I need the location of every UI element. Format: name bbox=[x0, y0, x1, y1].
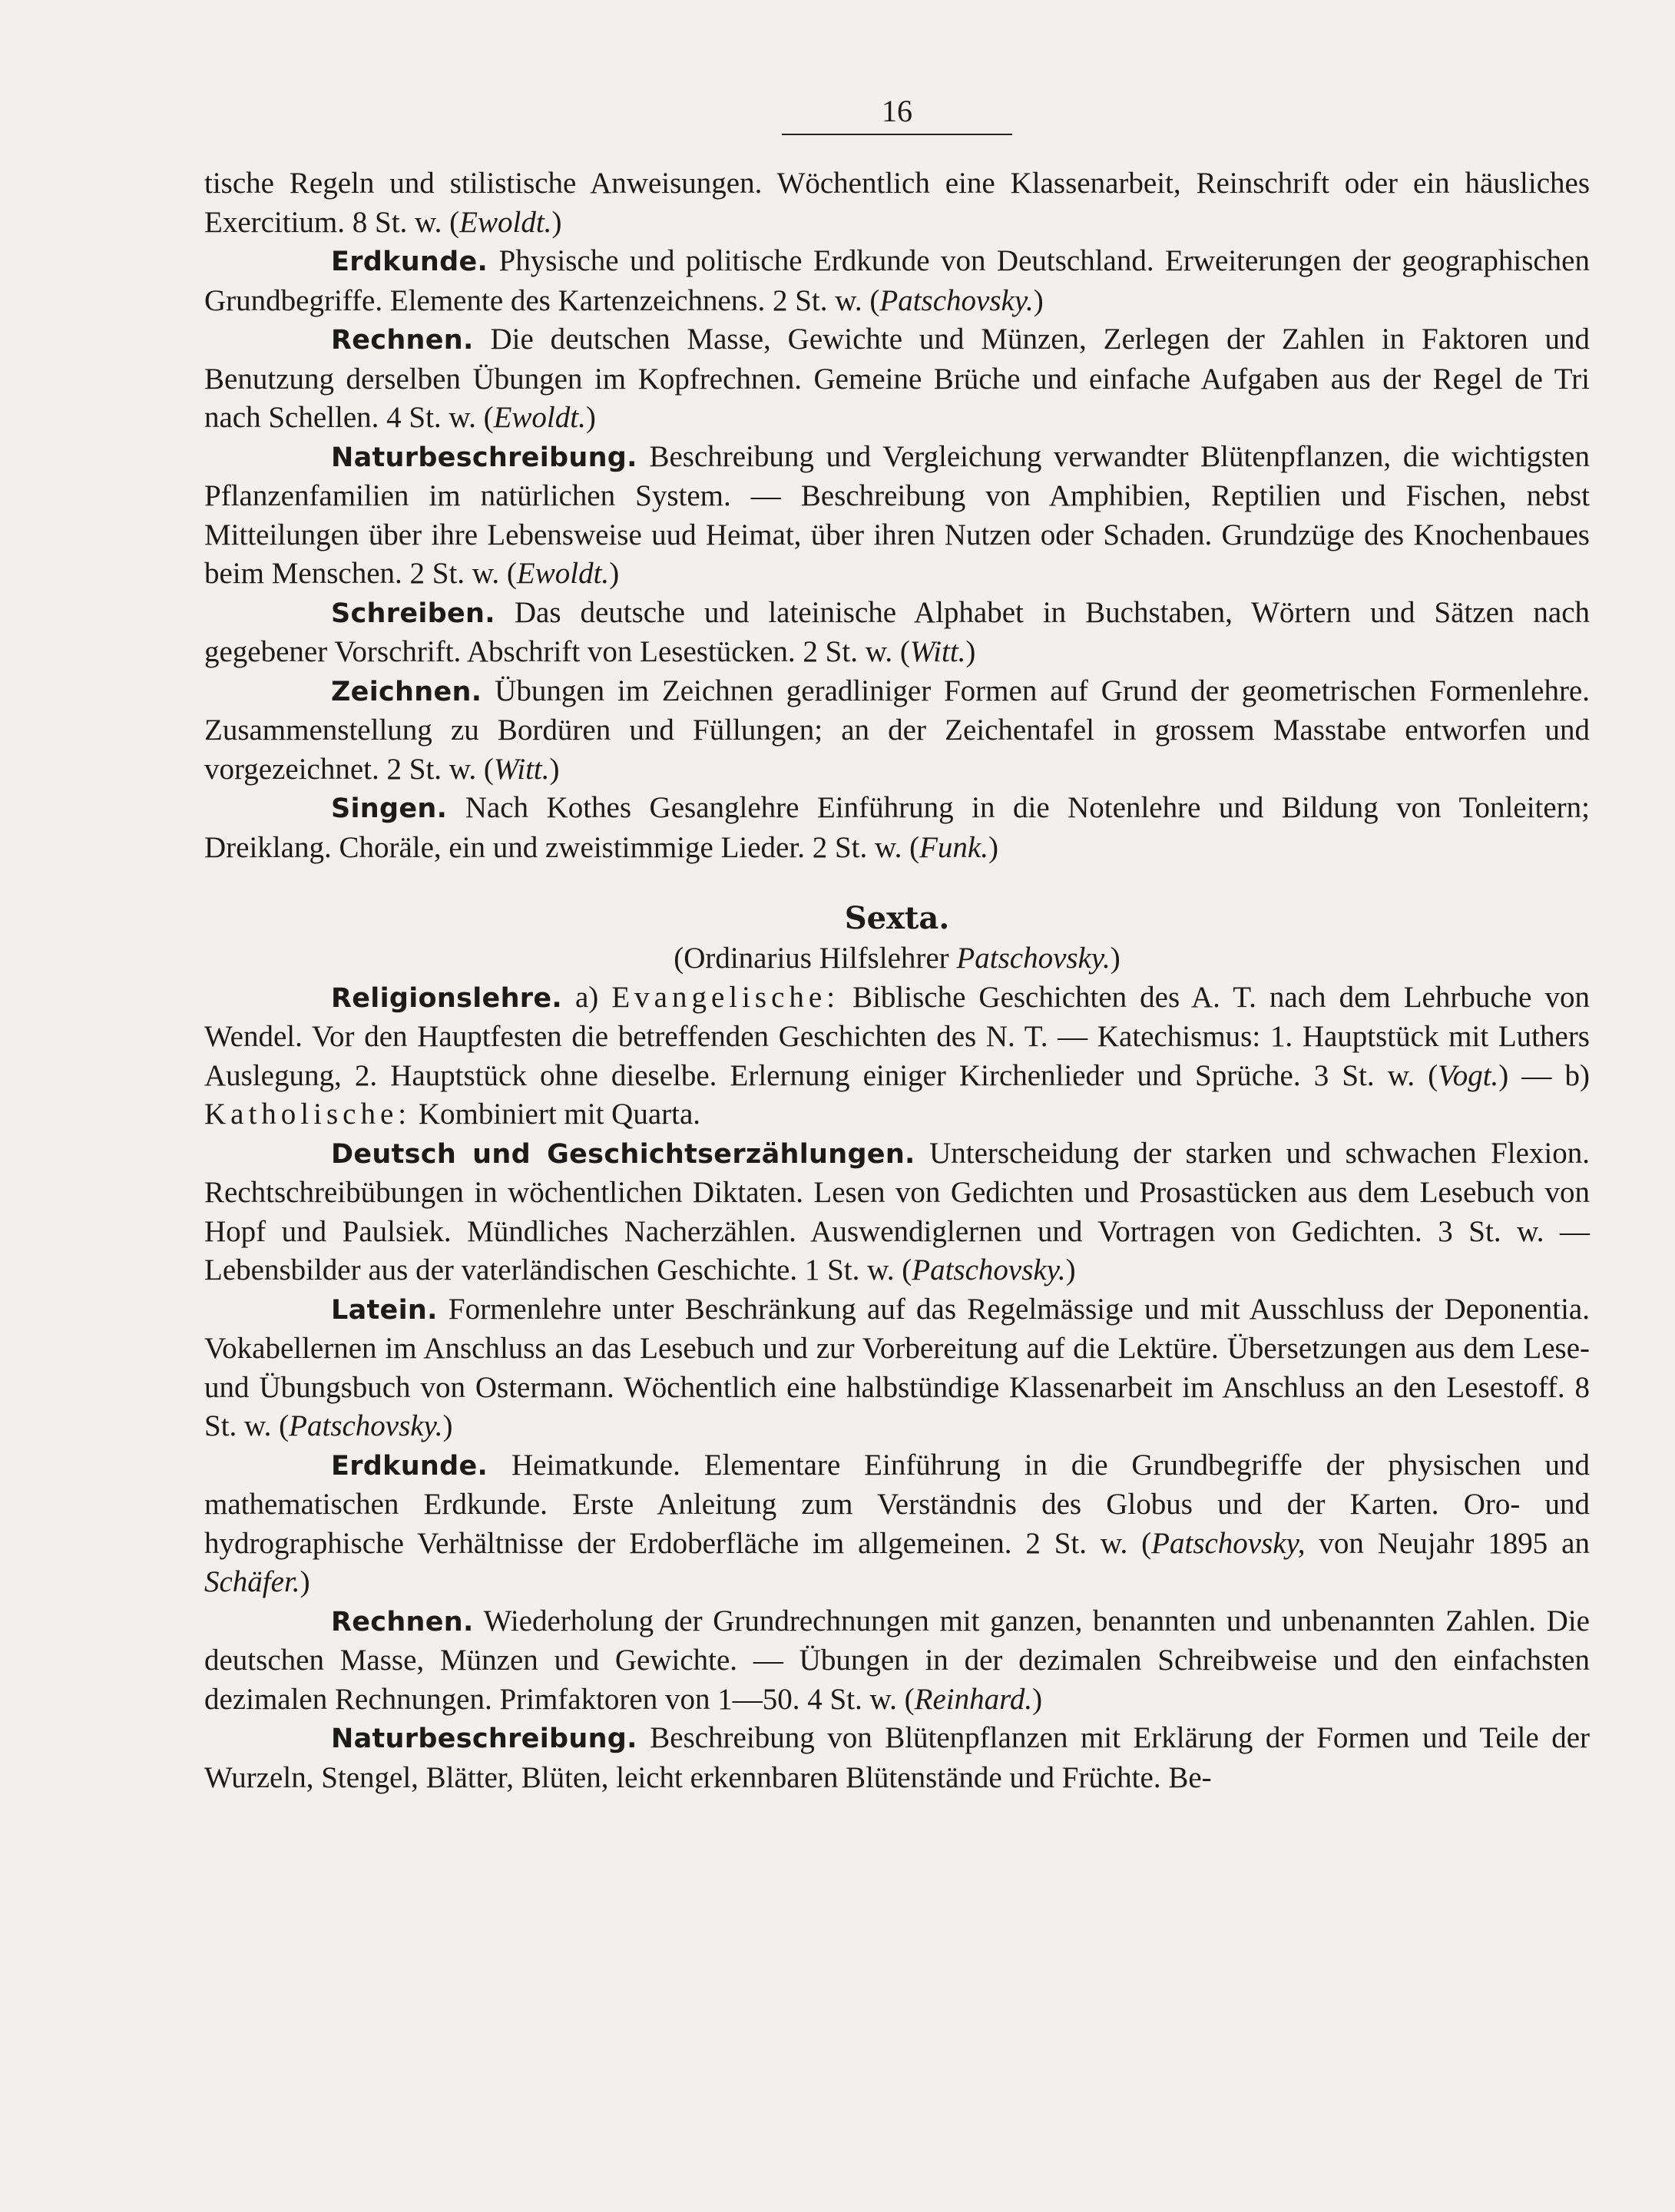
teacher-name: Patschovsky, bbox=[1151, 1526, 1306, 1560]
paragraph-naturbeschreibung-sexta: Naturbeschreibung. Beschreibung von Blütenpflanzen mit Erklärung der Formen und Teile der Wurzeln, Stengel, Blätter, Blüten, leicht erkennbaren Blütenstände und Früchte. Be- bbox=[204, 1721, 1590, 1794]
subject-heading: Erdkunde. bbox=[331, 247, 488, 277]
spaced-term: Katholische: bbox=[204, 1098, 412, 1131]
paragraph-rechnen-sexta: Rechnen. Wiederholung der Grundrechnungen mit ganzen, benannten und unbenannten Zahlen. Die deutschen Masse, Münzen und Gewichte. — Übungen in der dezimalen Schreibweise und den einfachsten dezimalen Rechnungen. Primfaktoren von 1—50. 4 St. w. (Reinhard.) bbox=[204, 1604, 1590, 1716]
teacher-name: Vogt. bbox=[1438, 1058, 1499, 1092]
subject-heading: Erdkunde. bbox=[331, 1450, 488, 1482]
paragraph-rechnen-quinta: Rechnen. Die deutschen Masse, Gewichte und Münzen, Zerlegen der Zahlen in Faktoren und Benutzung derselben Übungen im Kopfrechnen. Gemeine Brüche und einfache Aufgaben aus der Regel de Tri nach Schellen. 4 St. w. (Ewoldt.) bbox=[204, 323, 1590, 434]
section-heading-sexta: Sexta. bbox=[844, 900, 950, 936]
paragraph-religion-sexta: Religionslehre. a) Evangelische: Biblische Geschichten des A. T. nach dem Lehrbuche von Wendel. Vor den Hauptfesten die betreffenden Geschichten des N. T. — Katechismus: 1. Hauptstück mit Luthers Auslegung, 2. Hauptstück ohne dieselbe. Erlernung einiger Kirchenlieder und Sprüche. 3 St. w. (Vogt.) — b) Katholische: Kombiniert mit Quarta. bbox=[204, 980, 1590, 1131]
paragraph-continuation: tische Regeln und stilistische Anweisungen. Wöchentlich eine Klassenarbeit, Reinschrift oder ein häusliches Exercitium. 8 St. w. (Ewoldt.) bbox=[204, 167, 1590, 239]
section-subheading: (Ordinarius Hilfslehrer Patschovsky.) bbox=[674, 942, 1121, 975]
paragraph-singen-quinta: Singen. Nach Kothes Gesanglehre Einführung in die Notenlehre und Bildung von Tonleitern; Dreiklang. Choräle, ein und zweistimmige Lieder. 2 St. w. (Funk.) bbox=[204, 791, 1590, 864]
paragraph-latein-sexta: Latein. Formenlehre unter Beschränkung auf das Regelmässige und mit Ausschluss der Deponentia. Vokabellernen im Anschluss an das Lesebuch und zur Vorbereitung auf die Lektüre. Übersetzungen aus dem Lese- und Übungsbuch von Ostermann. Wöchentlich eine halbstündige Klassenarbeit im Anschluss an den Lesestoff. 8 St. w. (Patschovsky.) bbox=[204, 1292, 1590, 1442]
teacher-name: Ewoldt. bbox=[516, 557, 610, 590]
teacher-name: Witt. bbox=[909, 635, 966, 668]
subject-heading: Rechnen. bbox=[331, 325, 474, 356]
subject-heading: Schreiben. bbox=[331, 598, 495, 629]
subject-heading: Zeichnen. bbox=[331, 676, 482, 707]
subject-heading: Naturbeschreibung. bbox=[331, 1724, 637, 1754]
teacher-name: Patschovsky. bbox=[956, 942, 1111, 975]
subject-heading: Rechnen. bbox=[331, 1606, 474, 1637]
subject-heading: Religionslehre. bbox=[331, 982, 562, 1014]
teacher-name: Patschovsky. bbox=[912, 1253, 1066, 1286]
spaced-term: Evangelische: bbox=[611, 980, 840, 1014]
teacher-name: Reinhard. bbox=[914, 1682, 1033, 1716]
subject-heading: Latein. bbox=[331, 1294, 438, 1326]
paragraph-erdkunde-quinta: Erdkunde. Physische und politische Erdkunde von Deutschland. Erweiterungen der geographischen Grundbegriffe. Elemente des Kartenzeichnens. 2 St. w. (Patschovsky.) bbox=[204, 244, 1590, 317]
subject-heading: Singen. bbox=[331, 793, 448, 824]
paragraph-zeichnen-quinta: Zeichnen. Übungen im Zeichnen geradliniger Formen auf Grund der geometrischen Formenlehre. Zusammenstellung zu Bordüren und Füllungen; an der Zeichentafel in grossem Masstabe entworfen und vorgezeichnet. 2 St. w. (Witt.) bbox=[204, 674, 1590, 786]
subject-heading: Deutsch und Geschichtserzählungen. bbox=[331, 1138, 915, 1170]
teacher-name: Funk. bbox=[919, 830, 988, 864]
page-body bbox=[204, 164, 1590, 1797]
teacher-name: Schäfer. bbox=[204, 1565, 300, 1598]
teacher-name: Witt. bbox=[493, 752, 550, 786]
teacher-name: Patschovsky. bbox=[879, 283, 1034, 317]
paragraph-naturbeschreibung-quinta: Naturbeschreibung. Beschreibung und Vergleichung verwandter Blütenpflanzen, die wichtigsten Pflanzenfamilien im natürlichen System. — Beschreibung von Amphibien, Reptilien und Fischen, nebst Mitteilungen über ihre Lebensweise uud Heimat, über ihren Nutzen oder Schaden. Grundzüge des Knochenbaues beim Menschen. 2 St. w. (Ewoldt.) bbox=[204, 439, 1590, 590]
page-number: 16 bbox=[782, 92, 1012, 135]
paragraph-deutsch-sexta: Deutsch und Geschichtserzählungen. Unterscheidung der starken und schwachen Flexion. Rechtschreibübungen in wöchentlichen Diktaten. Lesen von Gedichten und Prosastücken aus dem Lesebuch von Hopf und Paulsiek. Mündliches Nacherzählen. Auswendiglernen und Vortragen von Gedichten. 3 St. w. — Lebensbilder aus der vaterländischen Geschichte. 1 St. w. (Patschovsky.) bbox=[204, 1136, 1590, 1286]
teacher-name: Ewoldt. bbox=[493, 401, 586, 434]
subject-heading: Naturbeschreibung. bbox=[331, 442, 637, 473]
paragraph-schreiben-quinta: Schreiben. Das deutsche und lateinische Alphabet in Buchstaben, Wörtern und Sätzen nach gegebener Vorschrift. Abschrift von Lesestücken. 2 St. w. (Witt.) bbox=[204, 595, 1590, 668]
teacher-name: Ewoldt. bbox=[459, 205, 552, 239]
paragraph-erdkunde-sexta: Erdkunde. Heimatkunde. Elementare Einführung in die Grundbegriffe der physischen und mathematischen Erdkunde. Erste Anleitung zum Verständnis des Globus und der Karten. Oro- und hydrographische Verhältnisse der Erdoberfläche im allgemeinen. 2 St. w. (Patschovsky, von Neujahr 1895 an Schäfer.) bbox=[204, 1448, 1590, 1598]
teacher-name: Patschovsky. bbox=[289, 1409, 443, 1442]
